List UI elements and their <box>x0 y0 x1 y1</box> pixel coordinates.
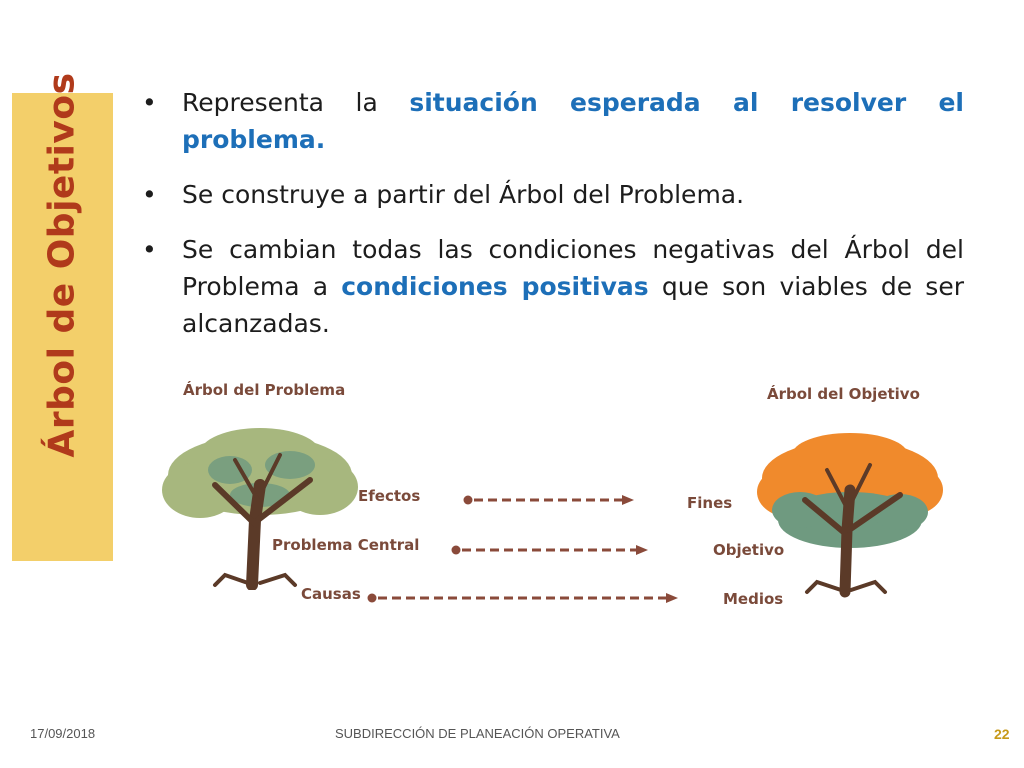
bullet-text-1a: Representa la <box>182 88 410 117</box>
side-title: Árbol de Objetivos <box>41 72 83 458</box>
bullet-item-2 <box>142 176 964 213</box>
page-number: 22 <box>994 726 1010 742</box>
bullet-dot: • <box>142 180 157 209</box>
footer-date: 17/09/2018 <box>30 726 96 741</box>
bullet-dot: • <box>142 235 157 264</box>
bullet-item-3 <box>142 231 964 342</box>
bullet-item-1 <box>142 84 964 158</box>
label-medios: Medios <box>723 590 784 608</box>
problem-tree-title: Árbol del Problema <box>183 381 346 399</box>
bullet-text-2: Se construye a partir del Árbol del Problema. <box>182 180 745 209</box>
label-objetivo: Objetivo <box>713 541 785 559</box>
bullet-text-3c: que son viables de ser alcanzadas. <box>182 272 964 338</box>
tree-diagram <box>0 370 1024 630</box>
label-causas: Causas <box>301 585 361 603</box>
bullet-text-3a: Se cambian todas las condiciones negativas del Árbol del Problema a <box>182 235 964 301</box>
bullet-dot: • <box>142 88 157 117</box>
footer-organization: SUBDIRECCIÓN DE PLANEACIÓN OPERATIVA <box>335 726 620 741</box>
bullet-list <box>142 84 964 360</box>
bullet-highlight-3: condiciones positivas <box>341 272 649 301</box>
label-efectos: Efectos <box>358 487 421 505</box>
problem-tree-image <box>160 425 360 590</box>
objective-tree-image <box>755 430 945 598</box>
objective-tree-title: Árbol del Objetivo <box>767 385 920 403</box>
bullet-highlight-1: situación esperada al resolver el problema. <box>182 88 964 154</box>
label-problema-central: Problema Central <box>272 536 420 554</box>
arrow-problema-objetivo <box>448 540 653 560</box>
arrow-efectos-fines <box>460 490 640 510</box>
arrow-causas-medios <box>364 588 684 608</box>
label-fines: Fines <box>687 494 733 512</box>
